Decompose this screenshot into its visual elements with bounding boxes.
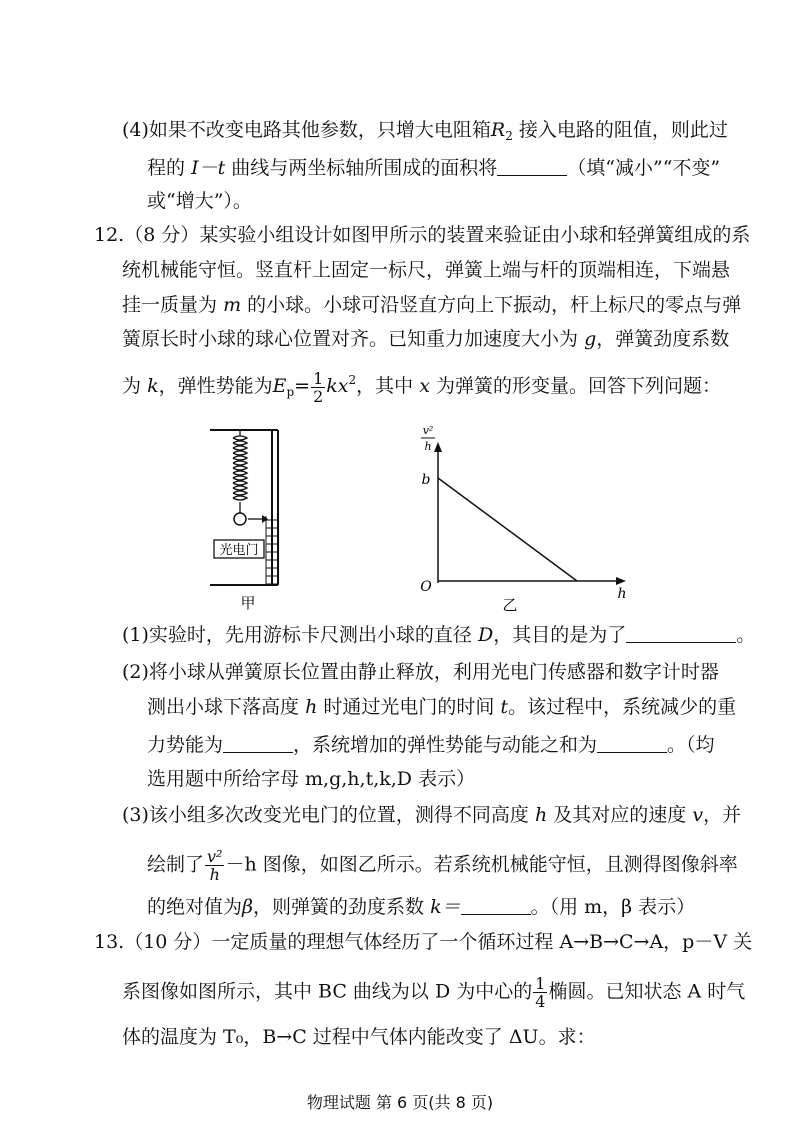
q11-4-line3: [147, 189, 252, 213]
var-kx: kx: [326, 375, 349, 397]
q11-4-line1: [122, 118, 728, 148]
var-x: x: [419, 375, 430, 397]
eq: =: [294, 375, 311, 397]
y-label-den: h: [424, 440, 432, 453]
text: 椭圆。已知状态 A 时气: [548, 980, 746, 1003]
photogate-label: 光电门: [219, 543, 259, 558]
graph-line: [438, 478, 577, 581]
var-keq: k＝: [430, 896, 461, 918]
text: (4)如果不改变电路其他参数，只增大电阻箱: [122, 119, 491, 141]
q12-p2-line2: [147, 695, 736, 719]
q12-line3: [122, 293, 741, 317]
answer-blank[interactable]: [223, 734, 293, 753]
ball: [234, 513, 246, 525]
text: ，并: [703, 804, 742, 826]
text: 程的: [147, 157, 186, 179]
text: ，弹簧劲度系数: [596, 328, 730, 350]
text: 的小球。小球可沿竖直方向上下振动，杆上标尺的零点与弹: [247, 294, 742, 316]
text: 力势能为: [147, 734, 224, 756]
origin-label: O: [420, 579, 432, 595]
text: 。（均: [667, 734, 715, 756]
q12-line4: [122, 327, 729, 351]
var-r: R: [490, 119, 506, 141]
fraction-quarter: [533, 975, 547, 1010]
q12-p3-line1: [122, 803, 741, 827]
text: ，系统增加的弹性势能与动能之和为: [293, 734, 598, 756]
text: 12.（8 分）某实验小组设计如图甲所示的装置来验证由小球和轻弹簧组成的系: [94, 224, 751, 246]
den: h: [209, 865, 220, 884]
q12-line2: [122, 258, 730, 282]
text: (3)该小组多次改变光电门的位置，测得不同高度: [122, 804, 529, 826]
text: 的绝对值为: [147, 896, 243, 918]
text: 测出小球下落高度: [147, 696, 300, 718]
q11-4-line2: [147, 156, 720, 180]
x-label: h: [617, 586, 627, 602]
text: ，则弹簧的劲度系数: [253, 896, 425, 918]
q13-line2: [122, 975, 745, 1010]
q12-p3-line3: [147, 895, 695, 919]
text: 13.（10 分）一定质量的理想气体经历了一个循环过程 A→B→C→A，p－V 关: [94, 931, 753, 953]
text: ，其中: [356, 375, 414, 397]
text: －h 图像，如图乙所示。若系统机械能守恒，且测得图像斜率: [225, 853, 738, 876]
text: 。该过程中，系统减少的重: [508, 696, 737, 718]
x-axis-arrow: [616, 577, 626, 585]
q12-p1: [122, 623, 755, 647]
page-footer: 物理试题 第 6 页(共 8 页): [306, 1093, 494, 1112]
arrow-head: [262, 515, 268, 523]
figure-yi-label: 乙: [502, 596, 518, 614]
figure-jia: [200, 420, 310, 620]
b-label: b: [421, 472, 431, 488]
text: 簧原长时小球的球心位置对齐。已知重力加速度大小为: [122, 328, 579, 350]
q12-p2-line4: [147, 767, 475, 791]
text: (2)将小球从弹簧原长位置由静止释放，利用光电门传感器和数字计时器: [122, 661, 719, 683]
text: 为弹簧的形变量。回答下列问题：: [435, 375, 721, 397]
text: 绘制了: [147, 853, 205, 876]
answer-blank[interactable]: [461, 896, 531, 915]
text: ，其目的是为了: [493, 624, 627, 646]
q12-line5: [122, 368, 721, 405]
q12-p3-line2: [147, 848, 738, 883]
var-it: I－t: [191, 157, 226, 179]
text: 选用题中所给字母 m,g,h,t,k,D 表示）: [147, 768, 476, 790]
var-ep: E: [272, 375, 287, 397]
text: 系图像如图所示，其中 BC 曲线为以 D 为中心的: [122, 980, 533, 1003]
var-v: v: [692, 804, 704, 826]
sub: p: [286, 385, 295, 399]
var-t: t: [500, 696, 509, 718]
text: 为: [122, 375, 142, 397]
answer-blank[interactable]: [597, 734, 667, 753]
text: 曲线与两坐标轴所围成的面积将: [231, 157, 498, 179]
text: 统机械能守恒。竖直杆上固定一标尺，弹簧上端与杆的顶端相连，下端悬: [122, 259, 731, 281]
var-d: D: [477, 624, 494, 646]
num: 1: [313, 368, 324, 388]
fraction-half: [311, 370, 325, 405]
figure-yi: [410, 418, 640, 618]
text: 及其对应的速度: [553, 804, 687, 826]
spring: [233, 430, 247, 513]
figure-jia-label: 甲: [240, 594, 256, 612]
q12-p2-line3: [147, 733, 715, 757]
answer-blank[interactable]: [626, 624, 736, 643]
var-h: h: [305, 696, 318, 718]
var-g: g: [584, 328, 597, 350]
num: 1: [535, 974, 546, 993]
q12-p2-line1: [122, 660, 719, 684]
num: v²: [207, 847, 223, 866]
q13-line1: [94, 930, 752, 954]
q13-line3: [122, 1025, 596, 1049]
text: 接入电路的阻值，则此过: [518, 119, 728, 141]
text: （填“减小”“不变”: [567, 157, 721, 179]
text: 挂一质量为: [122, 294, 218, 316]
y-label-num: v²: [422, 424, 434, 437]
text: ，弹性势能为: [158, 375, 273, 397]
var-h: h: [534, 804, 548, 826]
text: 。（用 m，β 表示）: [530, 896, 696, 918]
sub: 2: [505, 129, 513, 143]
sup: 2: [348, 373, 357, 387]
text: 时通过光电门的时间: [323, 696, 495, 718]
var-m: m: [223, 294, 242, 316]
den: 4: [535, 992, 546, 1011]
answer-blank[interactable]: [497, 157, 567, 176]
q12-line1: [94, 223, 750, 247]
fraction-v2-h: [205, 848, 224, 883]
den: 2: [313, 386, 324, 406]
var-k: k: [147, 375, 159, 397]
text: 或“增大”）。: [147, 190, 252, 212]
text: 体的温度为 T₀，B→C 过程中气体内能改变了 ΔU。求：: [122, 1026, 596, 1048]
text: (1)实验时，先用游标卡尺测出小球的直径: [122, 624, 472, 646]
text: 。: [736, 624, 756, 646]
y-axis-arrow: [434, 442, 442, 452]
var-beta: β: [242, 896, 253, 918]
